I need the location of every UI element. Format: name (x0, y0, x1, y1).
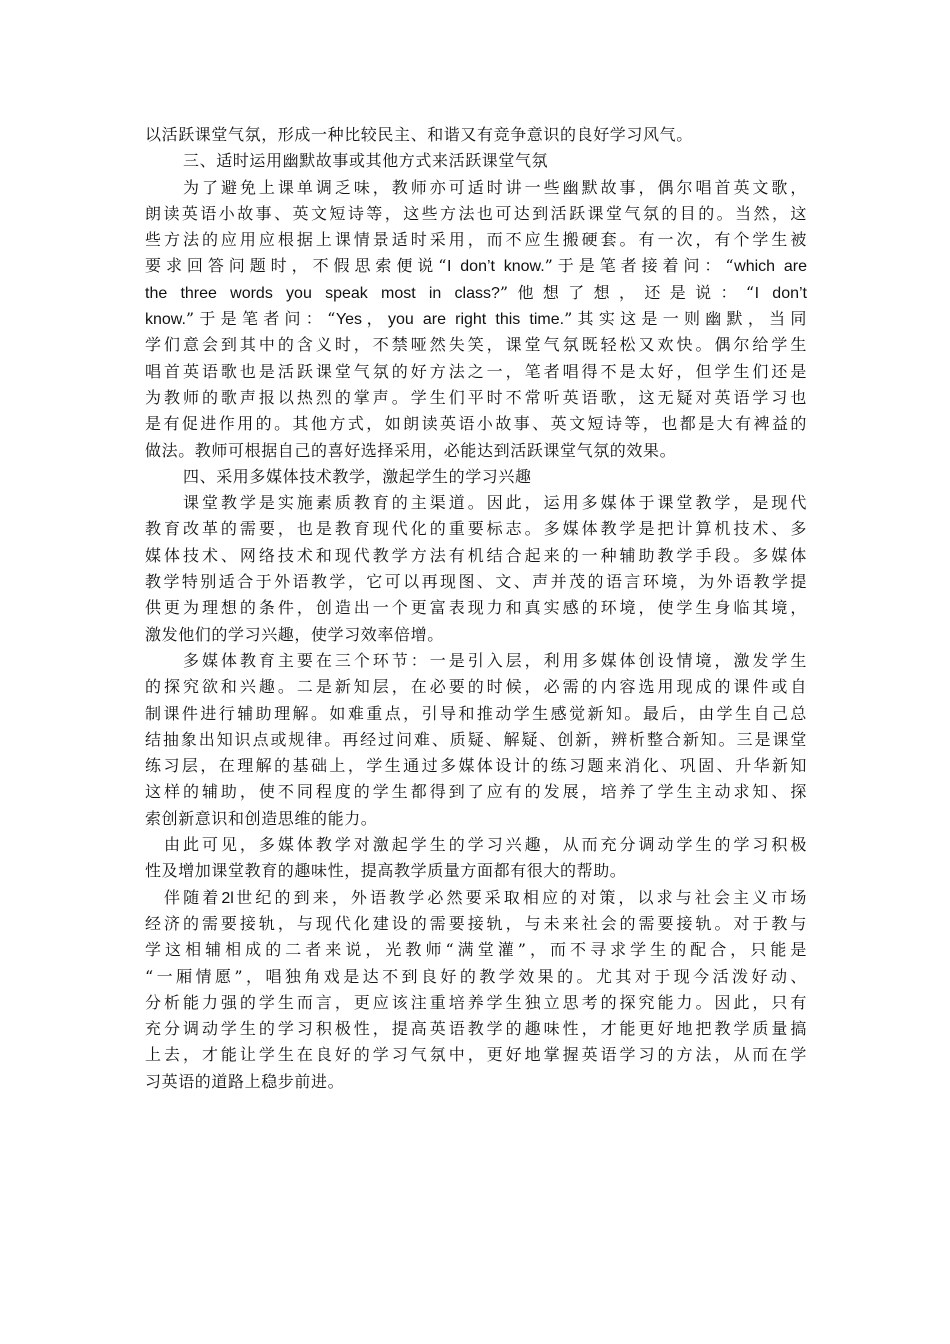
text-line: 要求回答问题时，不假思索便说“I don’t know.”于是笔者接着问：“which are (145, 256, 807, 276)
text-line: 经济的需要接轨，与现代化建设的需要接轨，与未来社会的需要接轨。对于教与 (145, 913, 807, 933)
text-line: 教学特别适合于外语教学，它可以再现图、文、声并茂的语言环境，为外语教学提 (145, 572, 807, 592)
text-line: 多媒体教育主要在三个环节：一是引入层，利用多媒体创设情境，激发学生 (183, 650, 807, 670)
text-line: 由此可见，多媒体教学对激起学生的学习兴趣，从而充分调动学生的学习积极 (164, 835, 807, 855)
text-line: 做法。教师可根据自己的喜好选择采用，必能达到活跃课堂气氛的效果。 (145, 440, 677, 460)
text-line: 教育改革的需要，也是教育现代化的重要标志。多媒体教学是把计算机技术、多 (145, 519, 807, 539)
text-line: 习英语的道路上稳步前进。 (145, 1071, 345, 1091)
text-line: 课堂教学是实施素质教育的主渠道。因此，运用多媒体于课堂教学，是现代 (183, 493, 807, 513)
text-line: 上去，才能让学生在良好的学习气氛中，更好地掌握英语学习的方法，从而在学 (145, 1045, 807, 1065)
text-line: 制课件进行辅助理解。如难重点，引导和推动学生感觉新知。最后，由学生自己总 (145, 703, 807, 723)
text-line: 学们意会到其中的含义时，不禁哑然失笑，课堂气氛既轻松又欢快。偶尔给学生 (145, 335, 807, 355)
text-line: 索创新意识和创造思维的能力。 (145, 808, 378, 828)
text-line: 的探究欲和兴趣。二是新知层，在必要的时候，必需的内容选用现成的课件或自 (145, 677, 807, 697)
text-line: 以活跃课堂气氛，形成一种比较民主、和谐又有竞争意识的良好学习风气。 (145, 125, 693, 144)
text-line: know.”于是笔者问：“Yes，you are right this time.”其实这是一则幽默，当同 (145, 309, 807, 329)
text-line: 充分调动学生的学习积极性，提高英语教学的趣味性，才能更好地把教学质量搞 (145, 1019, 807, 1039)
text-line: 分析能力强的学生而言，更应该注重培养学生独立思考的探究能力。因此，只有 (145, 992, 807, 1012)
text-line: 结抽象出知识点或规律。再经过问难、质疑、解疑、创新，辨析整合新知。三是课堂 (145, 729, 807, 749)
text-line: “一厢情愿”，唱独角戏是达不到良好的教学效果的。尤其对于现今活泼好动、 (145, 966, 807, 986)
text-line: 供更为理想的条件，创造出一个更富表现力和真实感的环境，使学生身临其境， (145, 598, 807, 618)
text-line: 学这相辅相成的二者来说，光教师“满堂灌”，而不寻求学生的配合，只能是 (145, 940, 807, 960)
text-line: 性及增加课堂教育的趣味性，提高教学质量方面都有很大的帮助。 (145, 861, 627, 881)
text-line: 是有促进作用的。其他方式，如朗读英语小故事、英文短诗等，也都是大有裨益的 (145, 414, 807, 434)
text-line: 练习层，在理解的基础上，学生通过多媒体设计的练习题来消化、巩固、升华新知 (145, 756, 807, 776)
text-line: 这样的辅助，使不同程度的学生都得到了应有的发展，培养了学生主动求知、探 (145, 782, 807, 802)
text-line: 为了避免上课单调乏味，教师亦可适时讲一些幽默故事，偶尔唱首英文歌， (183, 177, 807, 197)
text-line: 些方法的应用应根据上课情景适时采用，而不应生搬硬套。有一次，有个学生被 (145, 230, 807, 250)
text-line: 唱首英语歌也是活跃课堂气氛的好方法之一，笔者唱得不是太好，但学生们还是 (145, 361, 807, 381)
text-line: 伴随着2l世纪的到来，外语教学必然要采取相应的对策，以求与社会主义市场 (164, 887, 807, 907)
text-line: the three words you speak most in class?”他想了想，还是说：“I don’t (145, 282, 807, 302)
text-line: 为教师的歌声报以热烈的掌声。学生们平时不常听英语歌，这无疑对英语学习也 (145, 387, 807, 407)
section-heading: 三、适时运用幽默故事或其他方式来活跃课堂气氛 (183, 151, 549, 171)
text-line: 媒体技术、网络技术和现代教学方法有机结合起来的一种辅助教学手段。多媒体 (145, 545, 807, 565)
document-body (145, 122, 807, 1095)
text-line: 激发他们的学习兴趣，使学习效率倍增。 (145, 624, 444, 644)
text-line: 朗读英语小故事、英文短诗等，这些方法也可达到活跃课堂气氛的目的。当然，这 (145, 203, 807, 223)
section-heading: 四、采用多媒体技术教学，激起学生的学习兴趣 (183, 466, 532, 486)
